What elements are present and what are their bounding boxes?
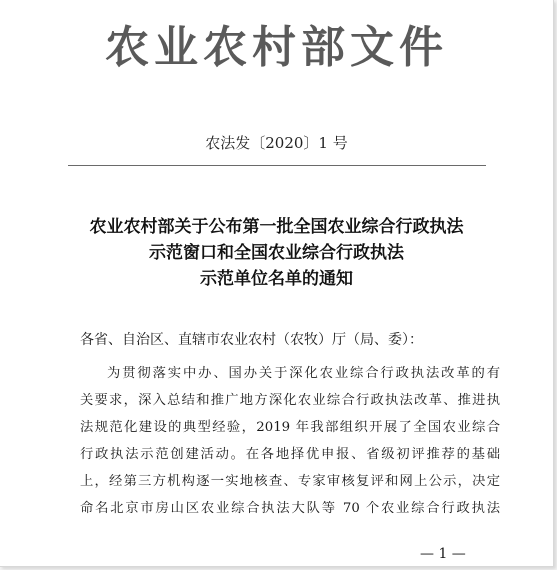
document-number: 农法发〔2020〕1 号 [205,134,348,152]
body-line: 法规范化建设的典型经验，2019 年我部组织开展了全国农业综合 [80,420,500,435]
notice-title [20,214,533,292]
notice-title-line: 示范单位名单的通知 [200,269,353,289]
header-divider [68,165,486,166]
salutation: 各省、自治区、直辖市农业农村（农牧）厅（局、委）： [80,332,423,348]
letterhead-title: 农业农村部文件 [105,22,448,73]
body-line: 上，经第三方机构逐一实地核查、专家审核复评和网上公示，决定 [80,474,500,489]
body-line: 命名北京市房山区农业综合执法大队等 70 个农业综合行政执法 [80,501,500,516]
notice-title-line: 示范窗口和全国农业综合行政执法 [149,243,404,263]
body-paragraph [80,360,500,522]
notice-title-line: 农业农村部关于公布第一批全国农业综合行政执法 [89,217,464,237]
body-line: 行政执法示范创建活动。在各地择优申报、省级初评推荐的基础 [80,447,500,462]
page-number: — 1 — [420,546,466,562]
body-line: 为贯彻落实中办、国办关于深化农业综合行政执法改革的有 [107,366,500,381]
body-line: 关要求，深入总结和推广地方深化农业综合行政执法改革、推进执 [80,393,500,408]
